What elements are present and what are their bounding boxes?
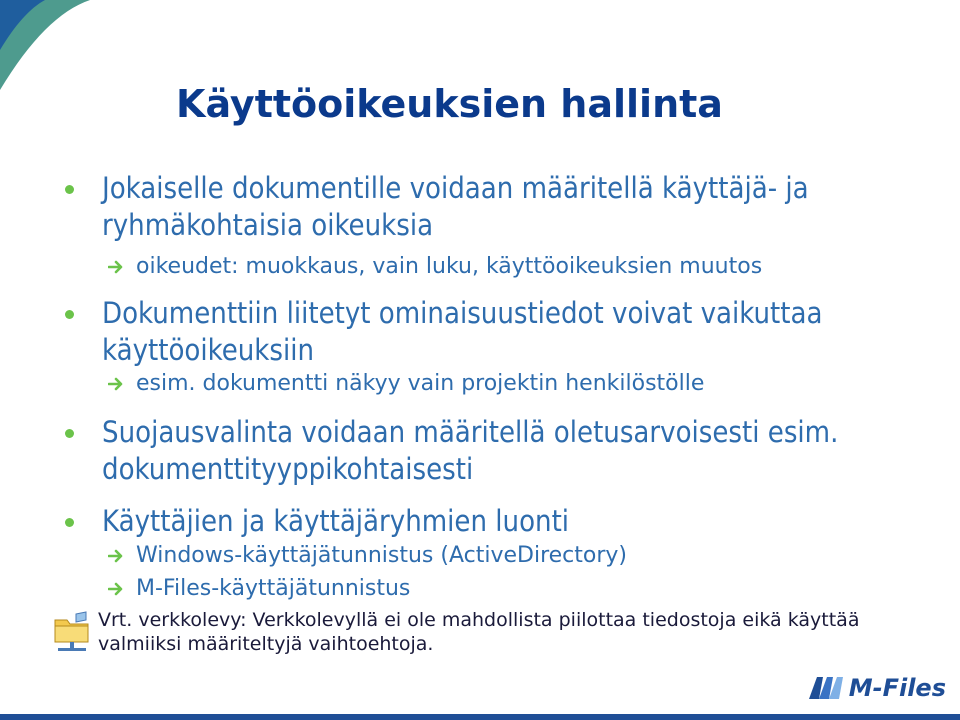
bullet-item [62, 295, 882, 369]
bullet-item [62, 414, 882, 488]
bullet-text: Jokaiselle dokumentille voidaan määritellä käyttäjä- ja ryhmäkohtaisia oikeuksia [102, 171, 809, 242]
note-text: Vrt. verkkolevy: Verkkolevyllä ei ole mahdollista piilottaa tiedostoja eikä käyttää valmiiksi määriteltyjä vaihtoehtoja. [98, 609, 860, 655]
bullet-text: Dokumenttiin liitetyt ominaisuustiedot voivat vaikuttaa käyttöoikeuksiin [102, 296, 823, 367]
green-arrow-icon [108, 582, 124, 596]
comparison-note [52, 608, 942, 656]
footer-bar [0, 714, 960, 720]
bullet-item [62, 170, 882, 244]
sub-bullet-item [108, 253, 908, 281]
sub-bullet-text: esim. dokumentti näkyy vain projektin henkilöstölle [136, 371, 705, 396]
corner-swoosh-decoration [0, 0, 120, 110]
bullet-dot [65, 310, 74, 319]
sub-bullet-item [108, 370, 908, 398]
sub-bullet-item [108, 542, 908, 570]
sub-bullet-text: oikeudet: muokkaus, vain luku, käyttöoikeuksien muutos [136, 254, 763, 279]
green-arrow-icon [108, 260, 124, 274]
logo-text: M-Files [848, 674, 946, 702]
sub-bullet-text: Windows-käyttäjätunnistus (ActiveDirectory) [136, 543, 627, 568]
bullet-item [62, 503, 882, 540]
slide-title: Käyttöoikeuksien hallinta [176, 82, 723, 126]
green-arrow-icon [108, 377, 124, 391]
bullet-text: Käyttäjien ja käyttäjäryhmien luonti [102, 504, 570, 538]
network-folder-icon [52, 610, 92, 656]
sub-bullet-text: M-Files-käyttäjätunnistus [136, 576, 411, 601]
m-files-logo [807, 668, 946, 708]
green-arrow-icon [108, 549, 124, 563]
bullet-dot [65, 185, 74, 194]
bullet-text: Suojausvalinta voidaan määritellä oletusarvoisesti esim. dokumenttityyppikohtaisesti [102, 415, 839, 486]
bullet-dot [65, 429, 74, 438]
bullet-dot [65, 518, 74, 527]
m-files-logo-icon [807, 673, 845, 703]
sub-bullet-item [108, 575, 908, 603]
